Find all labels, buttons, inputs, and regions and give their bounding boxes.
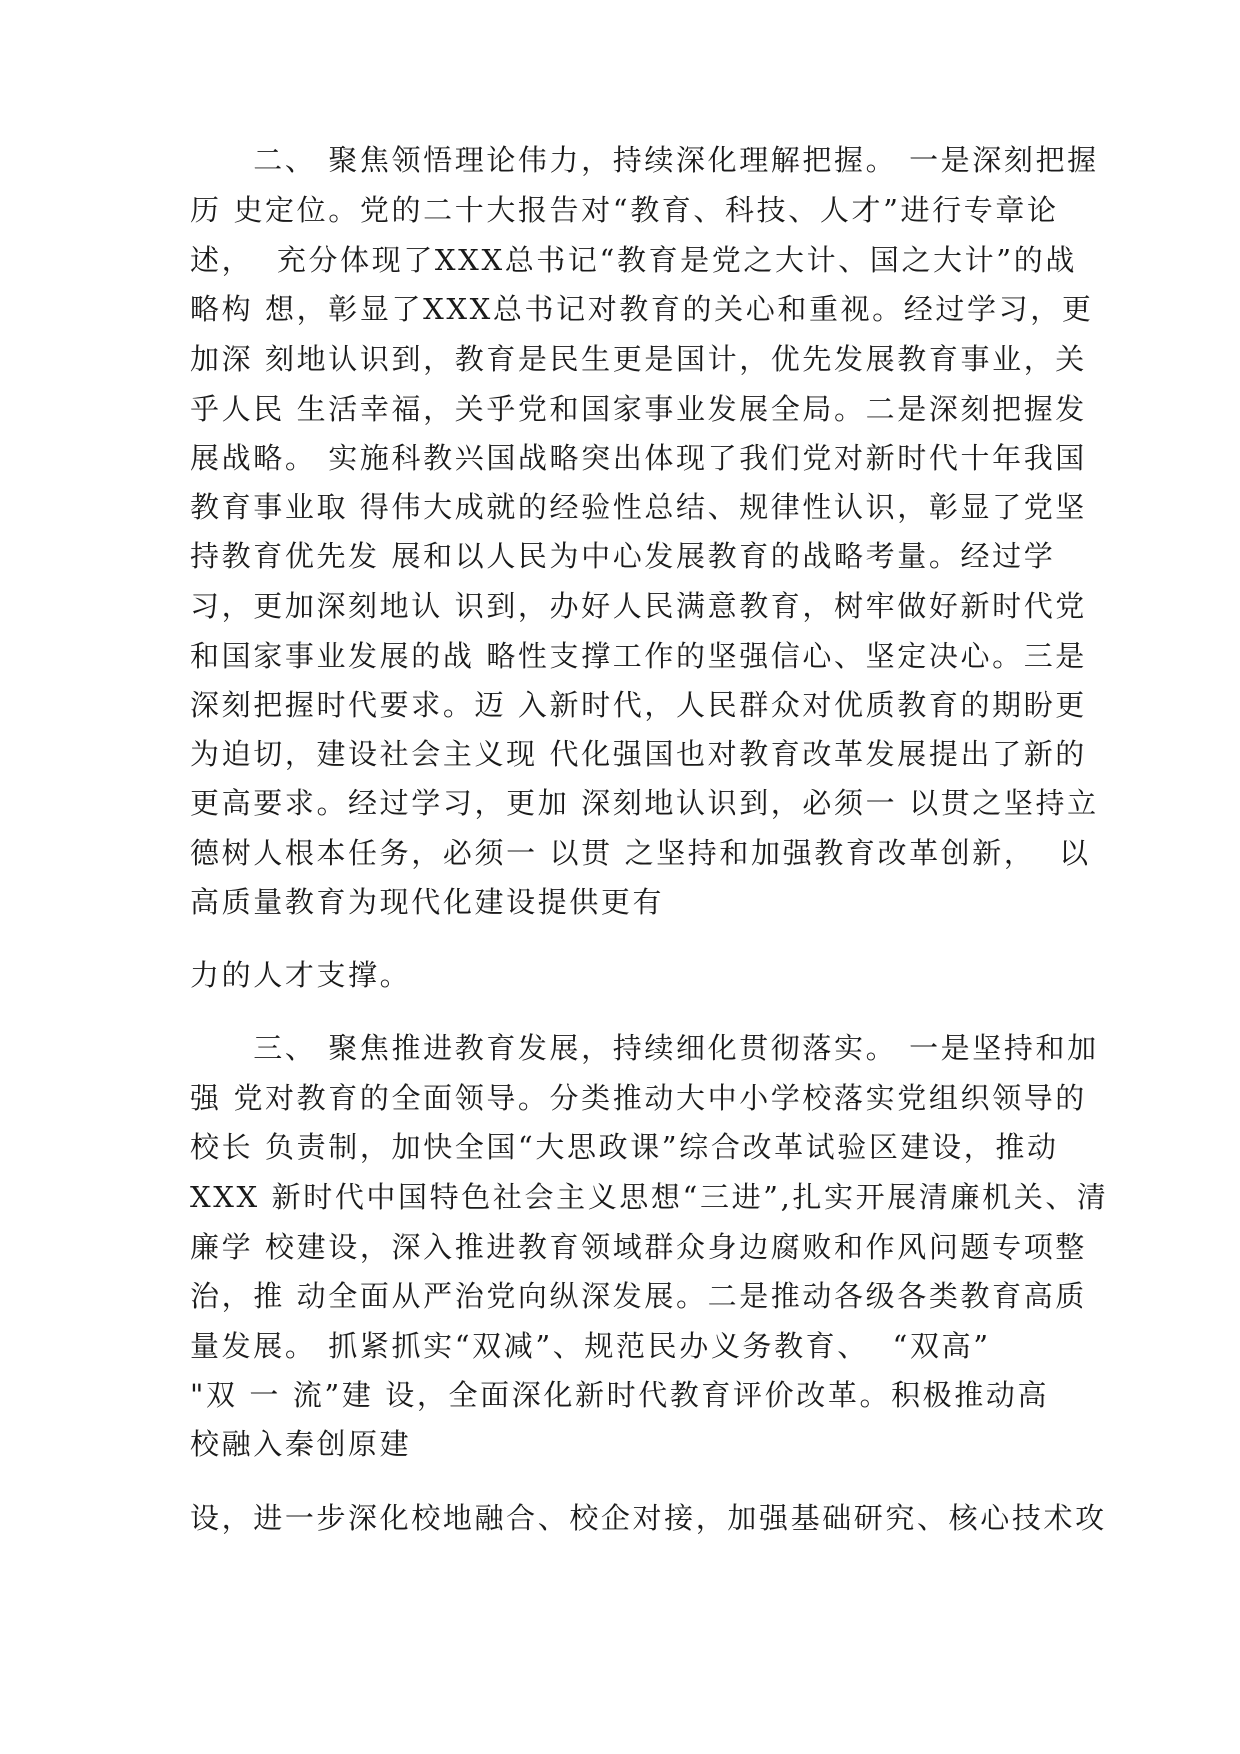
text-line: 教育事业取 得伟大成就的经验性总结、规律性认识，彰显了党坚 bbox=[190, 490, 1087, 524]
text-line: 述， 充分体现了XXX总书记“教育是党之大计、国之大计”的战 bbox=[190, 243, 1077, 277]
text-line: 校长 负责制，加快全国“大思政课”综合改革试验区建设，推动 bbox=[190, 1130, 1059, 1164]
text-line: 设，进一步深化校地融合、校企对接，加强基础研究、核心技术攻 bbox=[190, 1501, 1107, 1535]
text-line: 深刻把握时代要求。迈 入新时代，人民群众对优质教育的期盼更 bbox=[190, 688, 1087, 722]
text-line: 习，更加深刻地认 识到，办好人民满意教育，树牢做好新时代党 bbox=[190, 589, 1087, 623]
text-line: 加深 刻地认识到，教育是民生更是国计，优先发展教育事业，关 bbox=[190, 342, 1087, 376]
text-line: 力的人才支撑。 bbox=[190, 958, 412, 992]
text-line: 德树人根本任务，必须一 以贯 之坚持和加强教育改革创新， 以 bbox=[190, 836, 1091, 870]
text-line: 廉学 校建设，深入推进教育领域群众身边腐败和作风问题专项整 bbox=[190, 1230, 1087, 1264]
text-line: 治，推 动全面从严治党向纵深发展。二是推动各级各类教育高质 bbox=[190, 1279, 1087, 1313]
text-line: 为迫切，建设社会主义现 代化强国也对教育改革发展提出了新的 bbox=[190, 737, 1087, 771]
text-line: 量发展。 抓紧抓实“双减”、规范民办义务教育、 “双高” bbox=[190, 1329, 991, 1363]
text-line: 乎人民 生活幸福，关乎党和国家事业发展全局。二是深刻把握发 bbox=[190, 392, 1087, 426]
text-line: 校融入秦创原建 bbox=[190, 1427, 412, 1461]
text-line: 展战略。 实施科教兴国战略突出体现了我们党对新时代十年我国 bbox=[190, 441, 1087, 475]
text-line: 略构 想，彰显了XXX总书记对教育的关心和重视。经过学习，更 bbox=[190, 292, 1094, 326]
text-line: 三、 聚焦推进教育发展，持续细化贯彻落实。 一是坚持和加 bbox=[190, 1031, 1099, 1065]
text-line: "双 一 流”建 设，全面深化新时代教育评价改革。积极推动高 bbox=[190, 1378, 1050, 1412]
text-line: 历 史定位。党的二十大报告对“教育、科技、人才”进行专章论 bbox=[190, 193, 1059, 227]
text-line: 更高要求。经过学习，更加 深刻地认识到，必须一 以贯之坚持立 bbox=[190, 786, 1099, 820]
text-line: 强 党对教育的全面领导。分类推动大中小学校落实党组织领导的 bbox=[190, 1081, 1087, 1115]
text-line: 二、 聚焦领悟理论伟力，持续深化理解把握。 一是深刻把握 bbox=[190, 143, 1099, 177]
text-line: 持教育优先发 展和以人民为中心发展教育的战略考量。经过学 bbox=[190, 539, 1056, 573]
text-line: 高质量教育为现代化建设提供更有 bbox=[190, 885, 665, 919]
text-line: 和国家事业发展的战 略性支撑工作的坚强信心、坚定决心。三是 bbox=[190, 639, 1087, 673]
text-line: XXX 新时代中国特色社会主义思想“三进”,扎实开展清廉机关、清 bbox=[190, 1180, 1109, 1214]
